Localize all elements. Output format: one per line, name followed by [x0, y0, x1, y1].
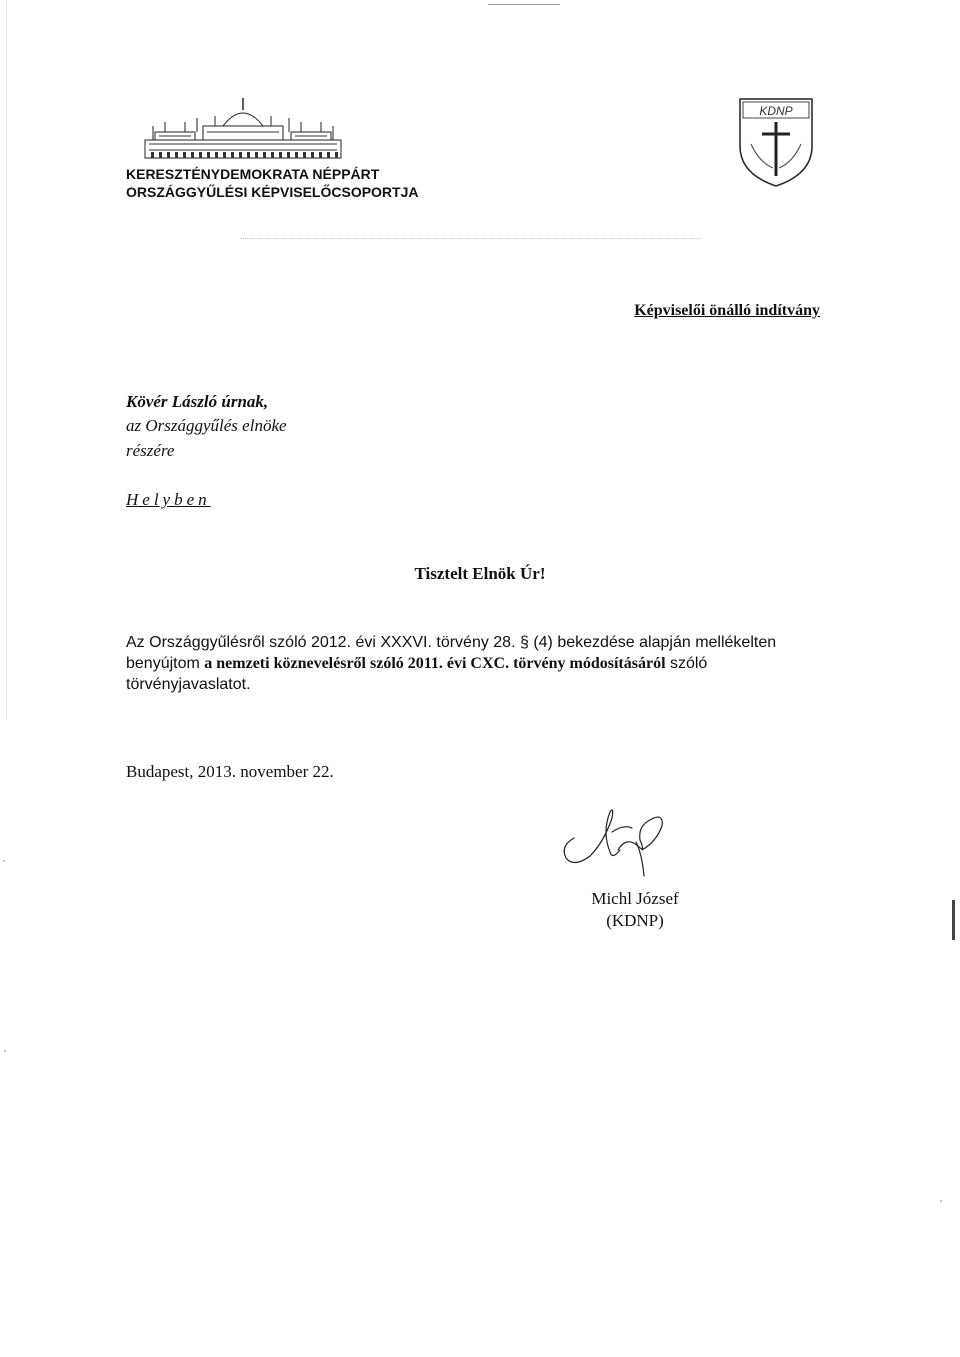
addressee-title: az Országgyűlés elnöke	[126, 416, 287, 435]
body-text-part3: szóló törvényjavaslatot.	[126, 655, 708, 693]
party-name: KERESZTÉNYDEMOKRATA NÉPPÁRT	[126, 166, 380, 182]
signature-icon	[552, 796, 702, 882]
body-paragraph	[126, 632, 826, 695]
addressee-place: Helyben	[126, 490, 211, 509]
scan-line	[488, 4, 560, 5]
document-type: Képviselői önálló indítvány	[634, 302, 820, 319]
salutation: Tisztelt Elnök Úr!	[414, 564, 546, 583]
parliament-logo	[143, 96, 343, 162]
crest-text: KDNP	[759, 104, 793, 118]
date-line: Budapest, 2013. november 22.	[126, 762, 334, 781]
scan-artifact	[240, 238, 700, 240]
scan-speck	[4, 1050, 6, 1052]
body-text-bold: a nemzeti köznevelésről szóló 2011. évi CXC. törvény módosításáról	[204, 655, 666, 672]
signer-block	[540, 888, 730, 932]
body-text-part1: Az Országgyűlésről szóló 2012. évi XXXVI. törvény 28. § (4) bekezdése alapján mellékelten benyújtom	[126, 634, 777, 672]
addressee-name: Kövér László úrnak,	[126, 392, 269, 411]
addressee-for: részére	[126, 441, 175, 460]
signer-party: (KDNP)	[606, 911, 664, 930]
signer-name: Michl József	[591, 889, 679, 908]
party-group-name: ORSZÁGGYŰLÉSI KÉPVISELŐCSOPORTJA	[126, 184, 419, 200]
party-crest-icon	[737, 96, 815, 188]
scan-edge-mark	[952, 900, 955, 940]
scan-speck	[940, 1200, 942, 1202]
scan-edge	[6, 0, 7, 720]
scan-speck	[3, 860, 5, 862]
